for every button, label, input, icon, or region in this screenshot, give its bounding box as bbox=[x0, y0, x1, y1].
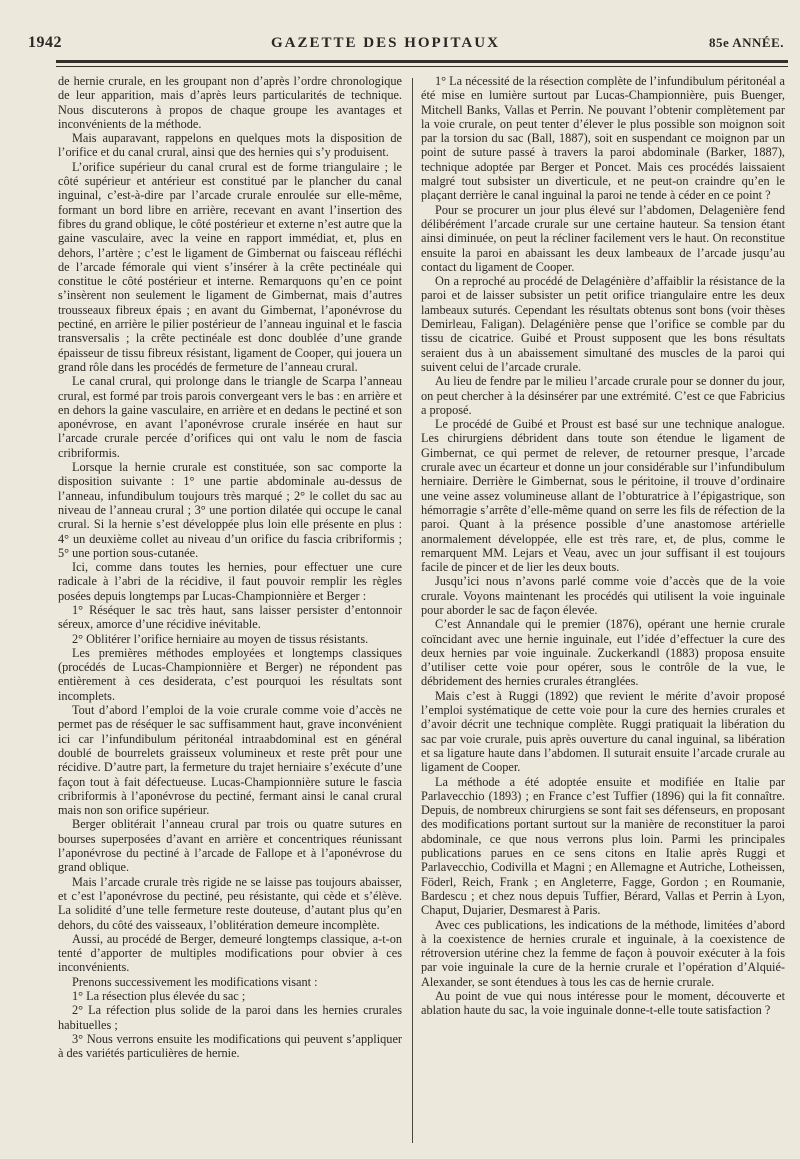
paragraph: Pour se procurer un jour plus élevé sur l’abdomen, Delagenière fend délibérément l’arcade crurale sur une certaine hauteur. Sa tension étant ainsi diminuée, on peut la récliner facilement vers le haut. On reconstitue ensuite la paroi en abaissant les deux lambeaux de l’arcade jusqu’au contact du ligament de Cooper. bbox=[421, 202, 785, 274]
paragraph: On a reproché au procédé de Delagénière d’affaiblir la résistance de la paroi et de laisser subsister un petit orifice triangulaire entre les deux lambeaux suturés. Cependant les résultats obtenus sont bons (voir thèses Demirleau, Faligan). Delagénière pense que l’orifice se comble par du tissu de cicatrice. Guibé et Proust supposent que les bons résultats seraient dus à un abaissement simultané des muscles de la paroi qui suivent celui de l’arcade crurale. bbox=[421, 274, 785, 374]
paragraph: Mais l’arcade crurale très rigide ne se laisse pas toujours abaisser, et c’est l’aponévrose du pectiné, peu résistante, qui cède et s’élève. La solidité d’une telle fermeture reste douteuse, d’autant plus qu’en dehors, du côté des vaisseaux, l’oblitération demeure incomplète. bbox=[58, 874, 402, 932]
paragraph: Mais auparavant, rappelons en quelques mots la disposition de l’orifice et du canal crural, ainsi que des hernies qui s’y produisent. bbox=[58, 131, 402, 160]
paragraph: de hernie crurale, en les groupant non d’après l’ordre chronologique de leur apparition, mais d’après leurs particularités de technique. Nous discuterons à propos de chaque groupe les avantages et inconvénients de la méthode. bbox=[58, 74, 402, 131]
paragraph: Berger oblitérait l’anneau crural par trois ou quatre sutures en bourses superposées d’avant en arrière et concentriques réunissant l’aponévrose du pectiné à l’arcade de Fallope et à l’aponévrose du grand oblique. bbox=[58, 817, 402, 875]
year-label: 85e ANNÉE. bbox=[708, 35, 784, 50]
paragraph: 3° Nous verrons ensuite les modifications qui peuvent s’appliquer à des variétés particulières de hernie. bbox=[58, 1031, 402, 1061]
column-divider bbox=[412, 78, 413, 1143]
right-column bbox=[421, 74, 785, 1018]
paragraph: Prenons successivement les modifications visant : bbox=[72, 974, 318, 989]
paragraph: 2° La réfection plus solide de la paroi dans les hernies crurales habituelles ; bbox=[58, 1003, 402, 1032]
paragraph: Au point de vue qui nous intéresse pour le moment, découverte et ablation haute du sac, la voie inguinale donne-t-elle toute satisfaction ? bbox=[421, 989, 785, 1018]
paragraph: Avec ces publications, les indications de la méthode, limitées d’abord à la coexistence de hernies crurale et inguinale, à la coexistence de rétroversion utérine chez la femme de façon à pouvoir exécuter à la fois par voie inguinale la cure de la hernie crurale et l’opération d’Alquié-Alexander, se sont étendues à tous les cas de hernie crurale. bbox=[421, 917, 785, 989]
paragraph: 1° La résection plus élevée du sac ; bbox=[72, 989, 246, 1003]
paragraph: 1° La nécessité de la résection complète de l’infundibulum péritonéal a été mise en lumière surtout par Lucas-Championnière, puis Buenger, Mitchell Banks, Vallas et Perrin. Ne pouvant l’obtenir complètement par la voie crurale, on peut tenter d’élever le plus possible son moignon soit par la torsion du sac (Ball, 1887), soit en suspendant ce moignon par un point de suture passé à travers la paroi abdominale (Barker, 1887), technique adoptée par Berger et Poncet. Mais ces procédés laissaient malgré tout subsister un diverticule, et ne peut-on craindre qu’en le plaçant derrière le canal inguinal la paroi ne tende à céder en ce point ? bbox=[421, 74, 785, 203]
journal-title: GAZETTE DES HOPITAUX bbox=[271, 35, 500, 51]
paragraph: Aussi, au procédé de Berger, demeuré longtemps classique, a-t-on tenté d’apporter de multiples modifications pour obvier à ces inconvénients. bbox=[58, 931, 402, 975]
header-rule-thick bbox=[56, 60, 788, 63]
paragraph: C’est Annandale qui le premier (1876), opérant une hernie crurale coïncidant avec une hernie inguinale, eut l’idée d’effectuer la cure des deux hernies par voie inguinale. Zuckerkandl (1883) proposa ensuite d’utiliser cette voie pour opérer, sous le contrôle de la vue, le débridement des hernies crurales étranglées. bbox=[421, 617, 785, 689]
paragraph: Les premières méthodes employées et longtemps classiques (procédés de Lucas-Championnière et Berger) ne répondent pas entièrement à ces desiderata, c’est pourquoi les résultats sont incomplets. bbox=[58, 645, 402, 703]
header-rule-thin bbox=[56, 66, 788, 67]
paragraph: La méthode a été adoptée ensuite et modifiée en Italie par Parlavecchio (1893) ; en France c’est Tuffier (1896) qui la fit connaître. Depuis, de nombreux chirurgiens se sont fait ses défenseurs, en proposant des modifications portant surtout sur la manière de reconstituer la paroi abdominale, ce que nous verrons plus loin. Parmi les principales publications parues en ce sens citons en Italie après Ruggi et Parlavecchio, Codivilla et Magni ; en Allemagne et Autriche, Lotheissen, Föderl, Reich, Frank ; en Angleterre, Fagge, Gordon ; en Roumanie, Bardescu ; et chez nous depuis Tuffier, Bérard, Vallas et Perrin à Lyon, Chaput, Dujarier, Desmarest à Paris. bbox=[421, 774, 785, 918]
paragraph: 2° Oblitérer l’orifice herniaire au moyen de tissus résistants. bbox=[72, 631, 369, 646]
left-column bbox=[58, 74, 402, 1060]
paragraph: L’orifice supérieur du canal crural est de forme triangulaire ; le côté supérieur et antérieur est constitué par le plancher du canal inguinal, c’est-à-dire par l’arcade crurale enroulée sur elle-même, formant un bord libre en arrière, recevant en avant l’insertion des fibres du grand oblique, le côté postérieur et externe n’est autre que la gaine vasculaire, avec la veine en rapport immédiat, et, plus en dehors, l’artère ; c’est le ligament de Gimbernat ou faisceau réfléchi de l’arcade fémorale qui vient s’insérer à la crête pectinéale qui constitue le côté postérieur et interne. Remarquons qu’en ce point s’insèrent non seulement le ligament de Gimbernat, mais d’autres trousseaux fibreux épais ; en avant du Gimbernat, l’aponévrose du pectiné, en arrière le pilier postérieur de l’anneau inguinal et le fascia transversalis ; la crête pectinéale est donc doublée d’une grande épaisseur de tissu fibreux résistant, ligament de Cooper, qui jouera un grand rôle dans les procédés de fermeture de l’anneau crural. bbox=[58, 159, 402, 374]
paragraph: Ici, comme dans toutes les hernies, pour effectuer une cure radicale à l’abri de la récidive, il faut pouvoir remplir les règles posées depuis longtemps par Lucas-Championnière et Berger : bbox=[58, 560, 402, 603]
paragraph: Tout d’abord l’emploi de la voie crurale comme voie d’accès ne permet pas de réséquer le sac suffisamment haut, grave inconvénient ici car l’infundibulum péritonéal intraabdominal est en général doublé de bourrelets graisseux volumineux et reste prêt pour une récidive. D’autre part, la fermeture du trajet herniaire s’exécute d’une façon tout à fait défectueuse. Lucas-Championnière suture le fascia cribriformis à l’aponévrose du pectiné, fermant ainsi le canal crural mais non son orifice supérieur. bbox=[58, 703, 402, 818]
paragraph: Mais c’est à Ruggi (1892) que revient le mérite d’avoir proposé l’emploi systématique de cette voie pour la cure des hernies crurales et d’avoir décrit une technique complète. Ruggi pratiquait la libération du sac par voie crurale, puis après ouverture du canal inguinal, sa libération et sa ligature haute dans l’abdomen. Il suturait ensuite l’arcade crurale au ligament de Cooper. bbox=[421, 688, 785, 775]
page-header bbox=[28, 34, 784, 58]
page-number: 1942 bbox=[28, 34, 62, 51]
paragraph: Le procédé de Guibé et Proust est basé sur une technique analogue. Les chirurgiens débrident dans toute son étendue le ligament de Gimbernat, ce qui permet de relever, de retourner presque, l’arcade crurale avec un écarteur et donne un jour considérable sur l’infundibulum herniaire. Derrière le Gimbernat, sous le péritoine, il trouve d’ordinaire une veine assez volumineuse allant de l’obturatrice à l’épigastrique, son hémorragie s’arrête d’elle-même quand on serre les fils de réfection de la paroi. Quant à la présence possible d’une anastomose artérielle anormalement développée, elle est très rare, et, de plus, comme le remarquent MM. Lejars et Veau, avec un jour suffisant il est toujours facile de pincer et de lier les deux bouts. bbox=[421, 417, 785, 575]
paragraph: Jusqu’ici nous n’avons parlé comme voie d’accès que de la voie crurale. Voyons maintenant les procédés qui utilisent la voie inguinale pour aborder le sac de façon élevée. bbox=[421, 574, 785, 617]
paragraph: 1° Réséquer le sac très haut, sans laisser persister d’entonnoir séreux, amorce d’une récidive inévitable. bbox=[58, 602, 402, 632]
paragraph: Le canal crural, qui prolonge dans le triangle de Scarpa l’anneau crural, est formé par trois parois convergeant vers le bas : en arrière et en dehors la gaine vasculaire, en arrière et en dedans le pectiné et son aponévrose, en avant l’aponévrose crurale insérée en haut sur l’arcade crurale percée d’orifices qui ont valu le nom de fascia cribriformis. bbox=[58, 374, 402, 460]
paragraph: Lorsque la hernie crurale est constituée, son sac comporte la disposition suivante : 1° une partie abdominale au-dessus de l’anneau, infundibulum toujours très marqué ; 2° le collet du sac au niveau de l’anneau crural ; 3° une portion dilatée qui occupe le canal crural. Si la hernie s’est développée plus loin elle présente en plus : 4° un deuxième collet au niveau d’un orifice du fascia cribriformis ; 5° une portion sous-cutanée. bbox=[58, 460, 402, 560]
paragraph: Au lieu de fendre par le milieu l’arcade crurale pour se donner du jour, on peut chercher à la désinsérer par une extrémité. C’est ce que Fabricius a proposé. bbox=[421, 374, 785, 417]
